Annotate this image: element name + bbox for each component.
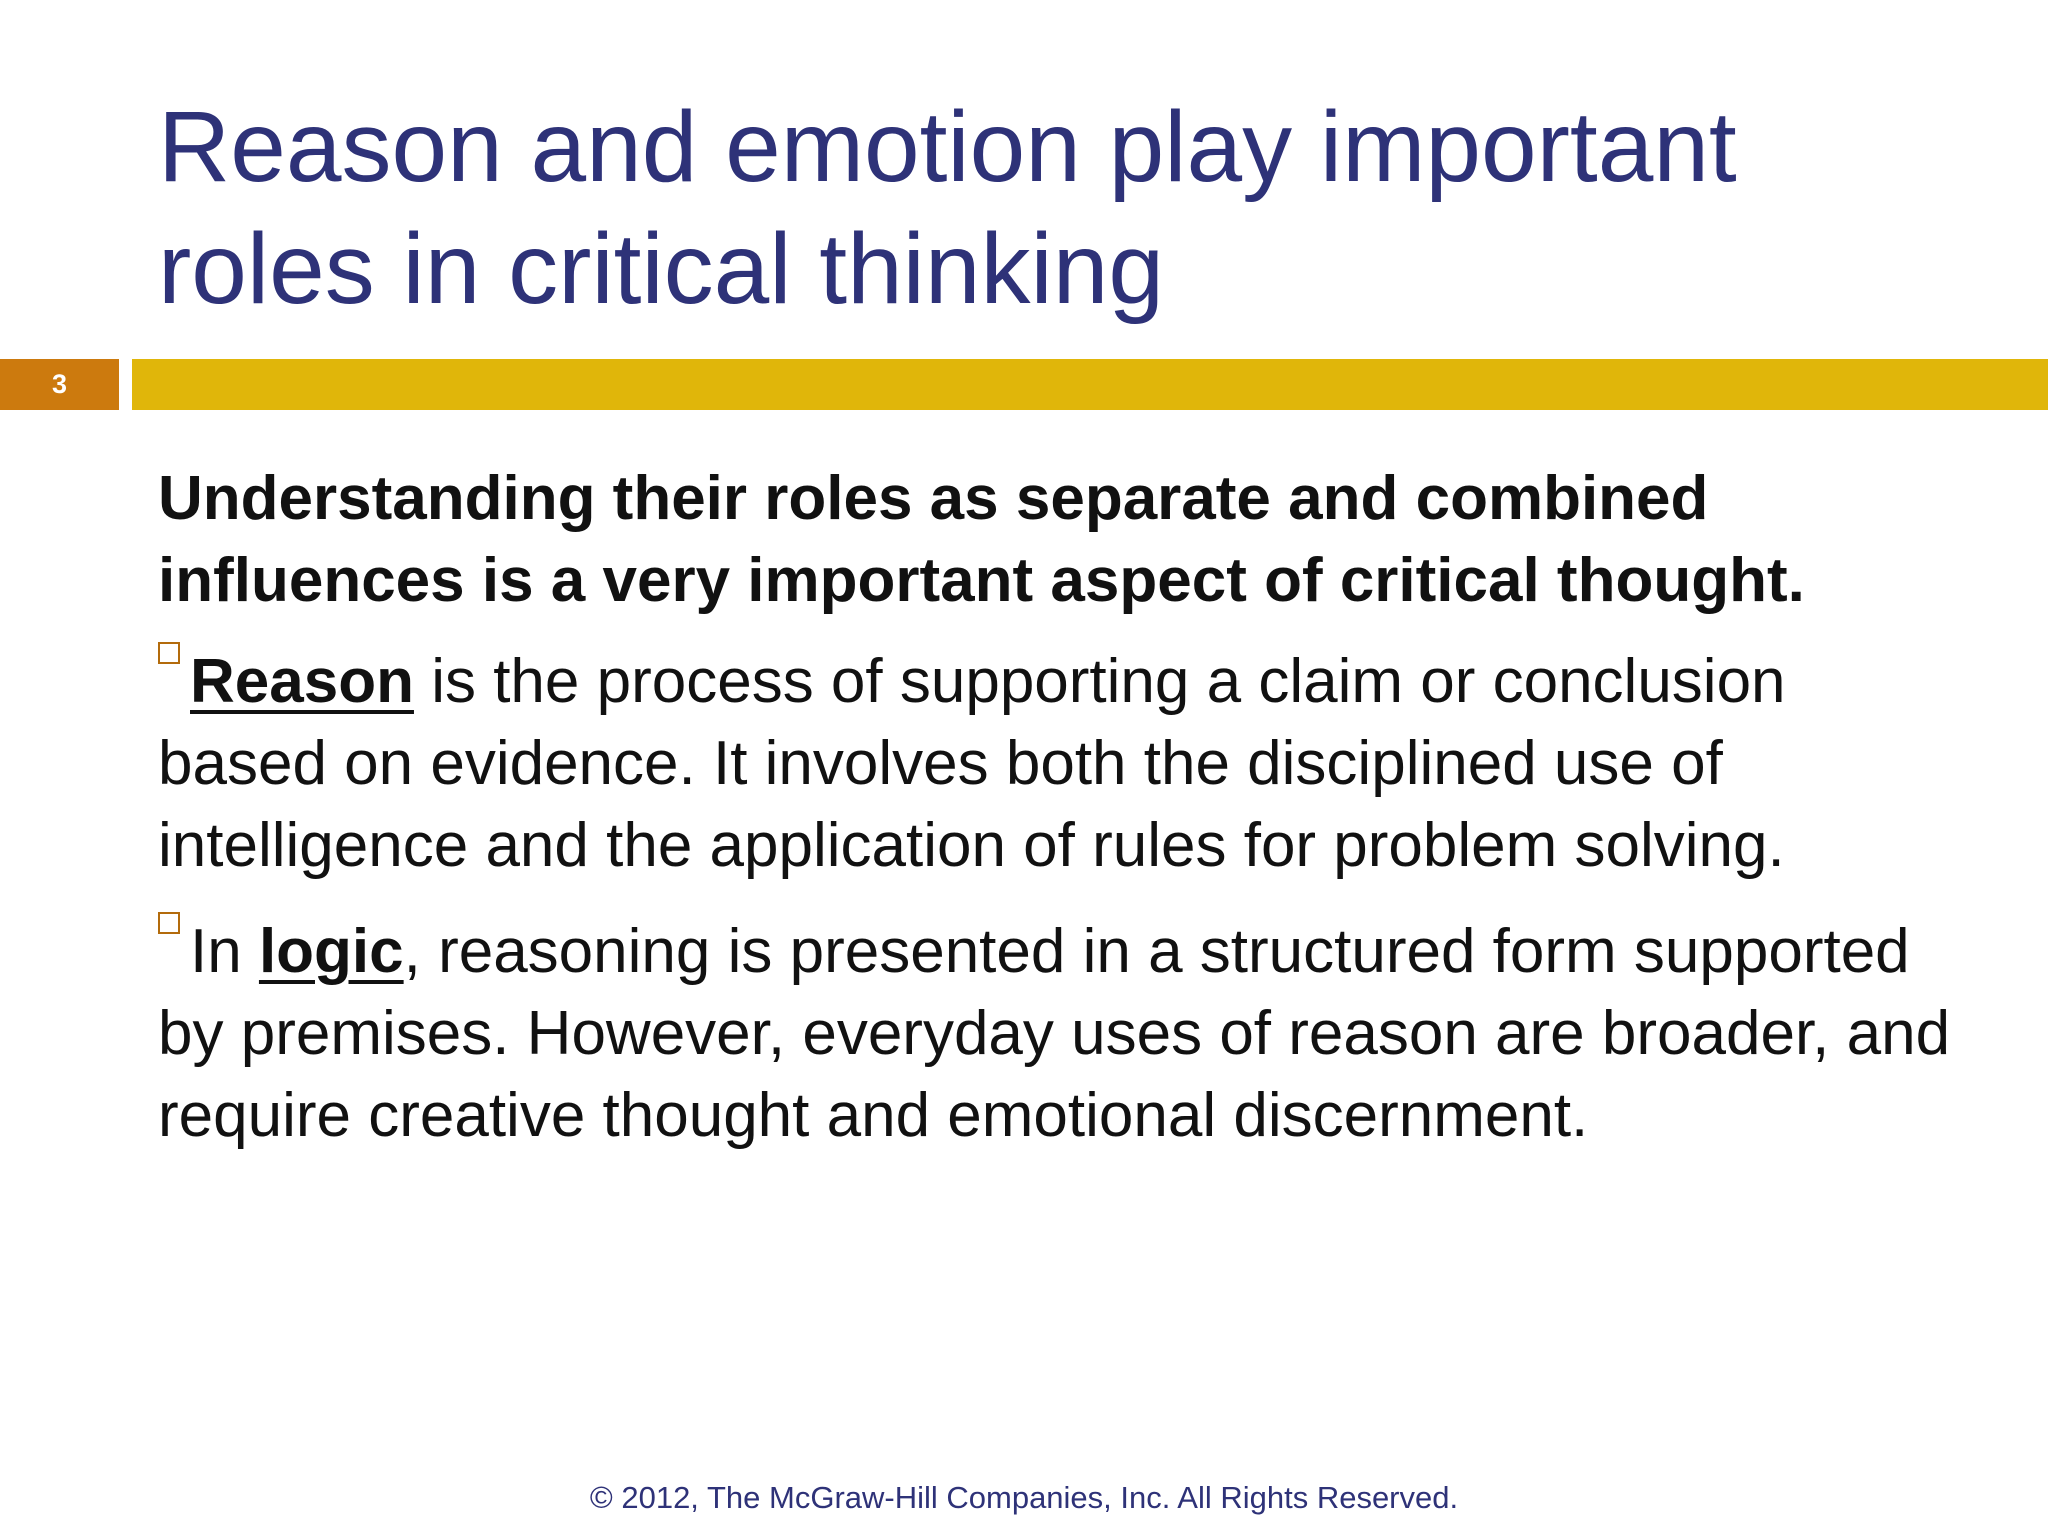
slide-number: 3: [0, 359, 119, 410]
hollow-square-bullet-icon: [158, 912, 180, 934]
bullet-reason: [158, 641, 1958, 887]
accent-bar: [132, 359, 2048, 410]
term-logic: logic: [258, 917, 404, 986]
bullet-text: , reasoning is presented in a structured form supported by premises. However, everyday uses of reason are broader, and require creative thought and emotional discernment.: [158, 917, 1951, 1150]
term-reason: Reason: [190, 647, 414, 716]
copyright-footer: © 2012, The McGraw-Hill Companies, Inc. All Rights Reserved.: [589, 1480, 1459, 1515]
slide-title: Reason and emotion play important roles in critical thinking: [158, 91, 1737, 325]
slide-content: [158, 458, 1958, 1181]
bullet-logic: [158, 911, 1958, 1157]
bullet-prefix: In: [190, 917, 259, 986]
hollow-square-bullet-icon: [158, 642, 180, 664]
lead-statement: Understanding their roles as separate and combined influences is a very important aspect of critical thought.: [158, 464, 1805, 615]
bullet-text: is the process of supporting a claim or conclusion based on evidence. It involves both the disciplined use of intelligence and the application of rules for problem solving.: [158, 647, 1786, 880]
